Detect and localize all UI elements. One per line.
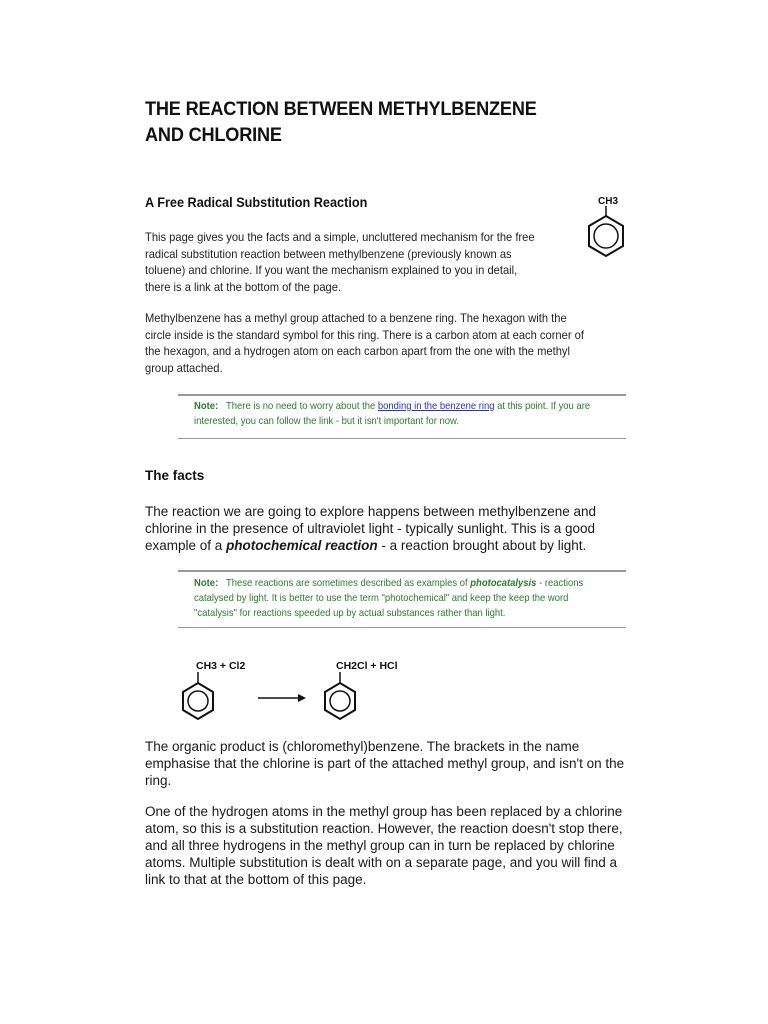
- structure-methyl-label: CH3: [598, 196, 619, 207]
- page-title: THE REACTION BETWEEN METHYLBENZENE AND CHLORINE: [145, 98, 537, 146]
- note2-text-after: - reactions catalysed by light. It is better to use the term "photochemical" and keep the keep the word "catalysis" for reactions speeded up by actual substances rather than light.: [194, 577, 584, 619]
- methylbenzene-structure-diagram: [572, 190, 634, 270]
- note-bottom-divider: [178, 438, 626, 439]
- reactants-label: CH3 + Cl2: [196, 660, 246, 672]
- product-paragraph: The organic product is (chloromethyl)benzene. The brackets in the name emphasise that the chlorine is part of the attached methyl group, and isn't on the ring.: [145, 739, 625, 788]
- facts-text-after: - a reaction brought about by light.: [381, 538, 587, 553]
- facts-text-before: The reaction we are going to explore happens between methylbenzene and chlorine in the presence of ultraviolet light - typically sunlight. This is a good example of a: [145, 504, 597, 553]
- note2-text-before: These reactions are sometimes described as examples of: [226, 577, 468, 589]
- methylbenzene-paragraph: Methylbenzene has a methyl group attached to a benzene ring. The hexagon with the circle inside is the standard symbol for this ring. There is a carbon atom at each corner of the hexagon, and a hydrogen atom on each carbon apart from the one with the methyl group attached.: [145, 311, 584, 375]
- photocatalysis-term: photocatalysis: [470, 577, 537, 589]
- note-photocatalysis: [194, 576, 608, 621]
- note2-bottom-divider: [178, 627, 626, 628]
- note-bonding: [194, 399, 608, 429]
- note-top-divider: [178, 394, 626, 396]
- note-text-after: at this point. If you are interested, you can follow the link - but it isn't important for now.: [194, 400, 591, 427]
- intro-paragraph: This page gives you the facts and a simple, uncluttered mechanism for the free radical substitution reaction between methylbenzene (previously known as toluene) and chlorine. If you want the mechanism explained to you in detail, there is a link at the bottom of the page.: [145, 230, 535, 294]
- benzene-bonding-link[interactable]: bonding in the benzene ring: [377, 400, 495, 412]
- reaction-equation-diagram: [170, 650, 430, 725]
- substitution-paragraph: One of the hydrogen atoms in the methyl group has been replaced by a chlorine atom, so this is a substitution reaction. However, the reaction doesn't stop there, and all three hydrogens in the methyl group can in turn be replaced by chlorine atoms. Multiple substitution is dealt with on a separate page, and you will find a link to that at the bottom of this page.: [145, 804, 623, 887]
- facts-heading: The facts: [145, 468, 205, 483]
- note2-label: Note:: [194, 577, 219, 589]
- section-subheading: A Free Radical Substitution Reaction: [145, 195, 368, 210]
- note-text-before: There is no need to worry about the: [226, 400, 376, 412]
- photochemical-reaction-term: photochemical reaction: [226, 538, 378, 553]
- products-label: CH2Cl + HCl: [336, 660, 398, 672]
- facts-paragraph: [145, 503, 625, 554]
- note2-top-divider: [178, 570, 626, 572]
- note-label: Note:: [194, 400, 219, 412]
